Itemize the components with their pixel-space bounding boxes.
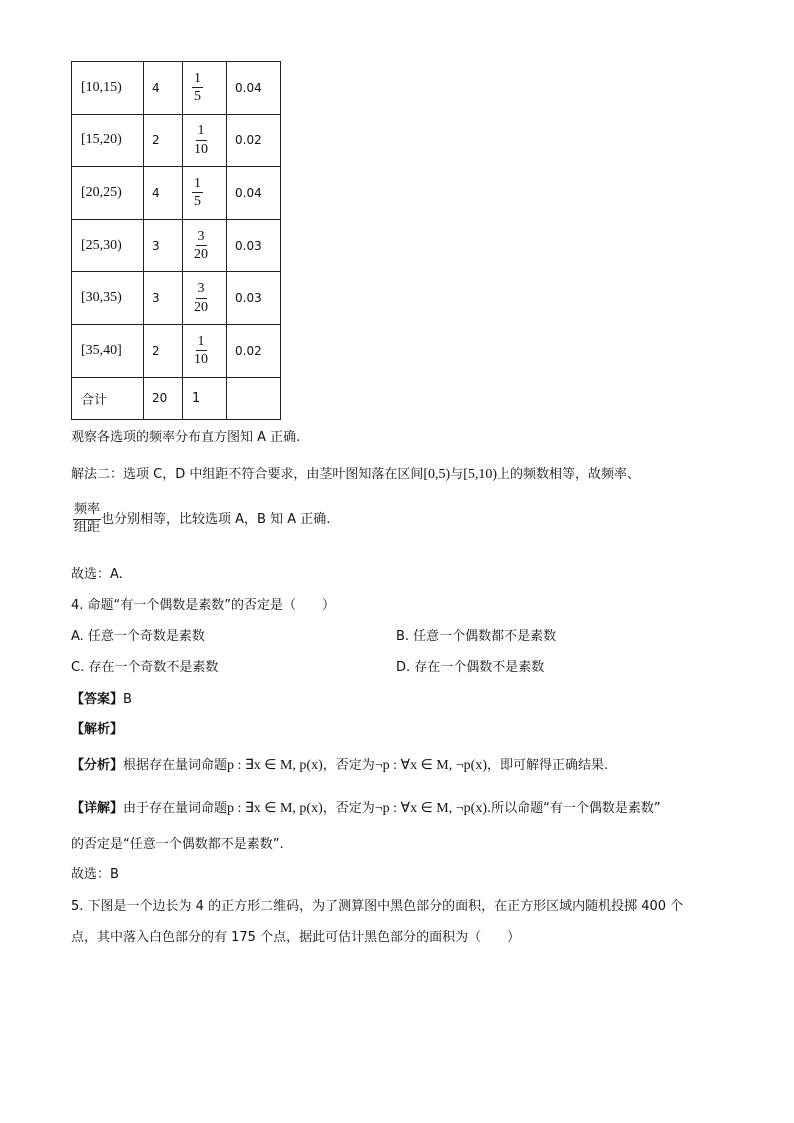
xiangjie-line-2: 的否定是“任意一个偶数都不是素数”. xyxy=(71,837,284,852)
table-row xyxy=(72,167,281,220)
frequency-fraction: $\frac{1}{10}$ xyxy=(194,123,208,157)
interval-cell: [20,25) xyxy=(81,184,122,200)
question-5-line-1: 5. 下图是一个边长为 4 的正方形二维码，为了测算图中黑色部分的面积，在正方形区域内随机投掷 400 个 xyxy=(71,899,684,914)
fenxi-line: 【分析】根据存在量词命题p : ∃x ∈ M, p(x)，否定为¬p : ∀x ∈ M, ¬p(x)，即可解得正确结果. xyxy=(71,758,609,773)
answer-label: 【答案】 xyxy=(71,692,124,707)
count-cell: 2 xyxy=(152,343,160,358)
option-b: B. 任意一个偶数都不是素数 xyxy=(396,629,557,644)
density-cell: 0.04 xyxy=(235,80,262,95)
interval-cell: [35,40] xyxy=(81,342,122,358)
proposition-formula: p : ∃x ∈ M, p(x) xyxy=(227,758,323,773)
density-cell: 0.04 xyxy=(235,185,262,200)
table-row xyxy=(72,272,281,325)
frequency-over-width-fraction: $\frac{\text{频率}}{\text{组距}}$ xyxy=(74,502,101,535)
density-cell: 0.03 xyxy=(235,238,262,253)
frequency-fraction: $\frac{1}{10}$ xyxy=(194,333,208,368)
table-row xyxy=(72,219,281,272)
interval-cell: [30,35) xyxy=(81,290,122,306)
table-row xyxy=(72,324,281,377)
option-c: C. 存在一个奇数不是素数 xyxy=(71,660,219,675)
negation-formula: ¬p : ∀x ∈ M, ¬p(x) xyxy=(374,801,487,816)
count-cell: 4 xyxy=(152,80,160,95)
negation-formula: ¬p : ∀x ∈ M, ¬p(x) xyxy=(374,758,487,773)
total-sum: 1 xyxy=(192,390,201,406)
count-cell: 4 xyxy=(152,185,160,200)
option-a: A. 任意一个奇数是素数 xyxy=(71,629,205,644)
count-cell: 2 xyxy=(152,133,160,148)
density-cell: 0.03 xyxy=(235,291,262,306)
count-cell: 3 xyxy=(152,238,160,253)
proposition-formula: p : ∃x ∈ M, p(x) xyxy=(227,801,323,816)
xiangjie-line: 【详解】由于存在量词命题p : ∃x ∈ M, p(x)，否定为¬p : ∀x ∈ M, ¬p(x).所以命题“有一个偶数是素数” xyxy=(71,801,661,816)
count-cell: 3 xyxy=(152,291,160,306)
frequency-fraction: $\frac{3}{20}$ xyxy=(194,228,208,263)
question-5-line-2: 点，其中落入白色部分的有 175 个点，据此可估计黑色部分的面积为（ ） xyxy=(71,930,521,945)
interval-5-10: [5,10) xyxy=(463,467,498,482)
analysis-label: 【解析】 xyxy=(71,722,124,737)
frequency-fraction: $\frac{1}{5}$ xyxy=(194,70,201,105)
frequency-fraction: $\frac{3}{20}$ xyxy=(194,281,208,315)
choose-b: 故选：B xyxy=(71,867,119,882)
table-total-row xyxy=(72,377,281,419)
answer-line xyxy=(71,688,132,707)
total-label: 合计 xyxy=(81,392,108,408)
interval-cell: [10,15) xyxy=(81,79,122,95)
interval-cell: [15,20) xyxy=(81,132,122,148)
table-row xyxy=(72,114,281,167)
frequency-table xyxy=(71,61,281,420)
observe-text: 观察各选项的频率分布直方图知 A 正确. xyxy=(71,430,301,445)
density-cell: 0.02 xyxy=(235,343,262,358)
table-row xyxy=(72,62,281,115)
method2-line-2: $\frac{\text{频率}}{\text{组距}}$ 也分别相等，比较选项 A，B 知 A 正确. xyxy=(74,502,331,535)
option-d: D. 存在一个偶数不是素数 xyxy=(396,660,545,675)
density-cell: 0.02 xyxy=(235,133,262,148)
total-count: 20 xyxy=(152,391,168,406)
interval-0-5: [0,5) xyxy=(423,467,451,482)
answer-value: B xyxy=(123,692,132,707)
question-4: 4. 命题“有一个偶数是素数”的否定是（ ） xyxy=(71,598,336,613)
frequency-fraction: $\frac{1}{5}$ xyxy=(194,175,201,210)
choose-a: 故选：A. xyxy=(71,567,123,582)
interval-cell: [25,30) xyxy=(81,237,122,253)
method2-line: 解法二：选项 C，D 中组距不符合要求，由茎叶图知落在区间[0,5)与[5,10)上的频数相等，故频率、 xyxy=(71,467,641,482)
